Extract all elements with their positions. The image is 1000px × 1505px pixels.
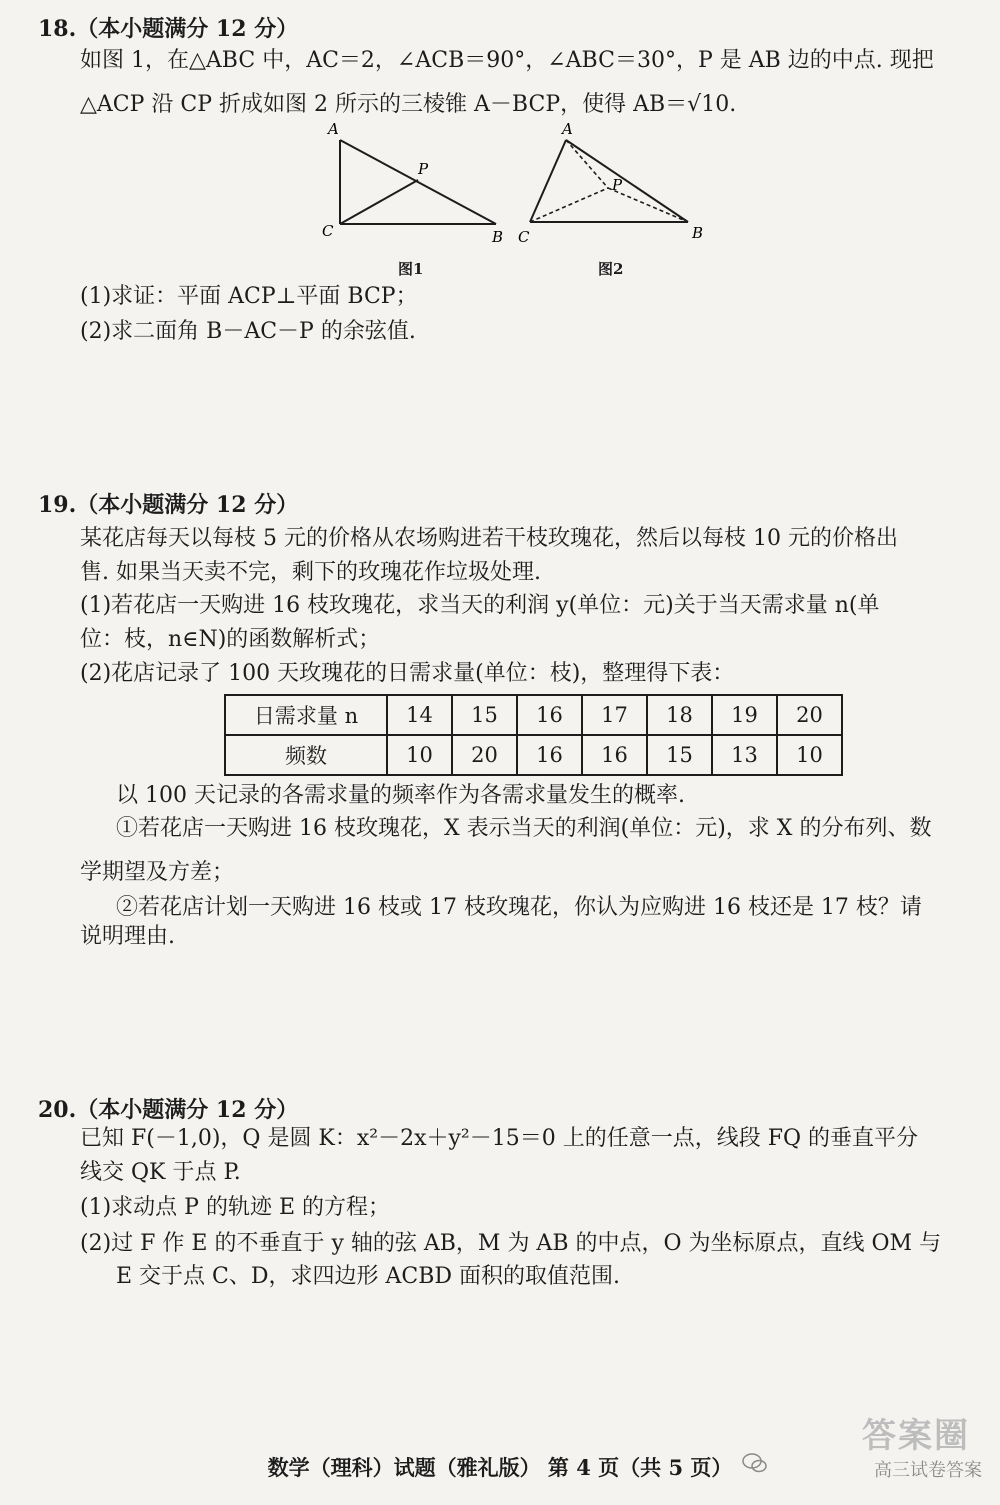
q19-subpart1-line1: ①若花店一天购进 16 枝玫瑰花，X 表示当天的利润(单位：元)，求 X 的分布列、数 <box>116 816 932 841</box>
table-cell: 15 <box>452 695 517 735</box>
figure-1-caption: 图1 <box>398 260 424 278</box>
table-cell: 18 <box>647 695 712 735</box>
q19-subpart2-line2: 说明理由. <box>80 924 175 949</box>
table-cell: 17 <box>582 695 647 735</box>
fig2-label-c: C <box>518 228 530 246</box>
figure-2-caption: 图2 <box>598 260 624 278</box>
q19-text-line2: 售. 如果当天卖不完，剩下的玫瑰花作垃圾处理. <box>80 560 541 585</box>
q18-part1: (1)求证：平面 ACP⊥平面 BCP； <box>80 284 418 309</box>
q19-probability-note: 以 100 天记录的各需求量的频率作为各需求量发生的概率. <box>116 783 685 808</box>
q20-text-line1: 已知 F(－1,0)，Q 是圆 K：x²－2x＋y²－15＝0 上的任意一点，线段 FQ 的垂直平分 <box>80 1126 919 1151</box>
table-cell: 14 <box>387 695 452 735</box>
q19-part1-line2: 位：枝，n∈N)的函数解析式； <box>80 627 381 652</box>
fig2-label-b: B <box>692 224 704 242</box>
q20-part1: (1)求动点 P 的轨迹 E 的方程； <box>80 1195 390 1220</box>
watermark-text: 高三试卷答案 <box>874 1460 982 1481</box>
fig1-label-b: B <box>492 228 504 246</box>
q20-heading: 20.（本小题满分 12 分） <box>38 1097 299 1123</box>
table-cell: 10 <box>777 735 842 775</box>
q19-heading: 19.（本小题满分 12 分） <box>38 492 299 518</box>
table-cell: 20 <box>452 735 517 775</box>
fig2-label-p: P <box>612 176 623 194</box>
demand-frequency-table <box>224 694 843 776</box>
table-cell: 20 <box>777 695 842 735</box>
table-cell: 19 <box>712 695 777 735</box>
q18-heading: 18.（本小题满分 12 分） <box>38 16 299 42</box>
q18-text-line2: △ACP 沿 CP 折成如图 2 所示的三棱锥 A－BCP，使得 AB＝√10. <box>80 92 737 117</box>
table-row-header-demand: 日需求量 n <box>225 695 387 735</box>
table-row <box>225 735 842 775</box>
fig1-label-p: P <box>418 160 429 178</box>
page-footer: 数学（理科）试题（雅礼版） 第 4 页（共 5 页） <box>267 1455 733 1480</box>
q20-part2-line2: E 交于点 C、D，求四边形 ACBD 面积的取值范围. <box>116 1264 621 1289</box>
site-logo: 答案圈 <box>862 1416 970 1456</box>
table-cell: 16 <box>517 735 582 775</box>
table-cell: 16 <box>582 735 647 775</box>
q18-part2: (2)求二面角 B－AC－P 的余弦值. <box>80 319 416 344</box>
q18-text-line1: 如图 1，在△ABC 中，AC＝2，∠ACB＝90°，∠ABC＝30°，P 是 AB 边的中点. 现把 <box>80 48 934 73</box>
q20-text-line2: 线交 QK 于点 P. <box>80 1160 241 1185</box>
figure-2-pyramid <box>512 118 712 248</box>
figure-1-triangle <box>318 118 518 248</box>
q20-part2-line1: (2)过 F 作 E 的不垂直于 y 轴的弦 AB，M 为 AB 的中点，O 为坐标原点，直线 OM 与 <box>80 1231 942 1256</box>
fig2-label-a: A <box>562 120 573 138</box>
table-cell: 16 <box>517 695 582 735</box>
q19-subpart2-line1: ②若花店计划一天购进 16 枝或 17 枝玫瑰花，你认为应购进 16 枝还是 17 枝？请 <box>116 895 922 920</box>
q19-part2-intro: (2)花店记录了 100 天玫瑰花的日需求量(单位：枝)，整理得下表： <box>80 661 735 686</box>
table-cell: 13 <box>712 735 777 775</box>
table-row-header-frequency: 频数 <box>225 735 387 775</box>
q19-part1-line1: (1)若花店一天购进 16 枝玫瑰花，求当天的利润 y(单位：元)关于当天需求量 n(单 <box>80 593 880 618</box>
wechat-icon <box>742 1452 768 1474</box>
fig1-label-a: A <box>328 120 339 138</box>
table-cell: 15 <box>647 735 712 775</box>
fig1-label-c: C <box>322 222 334 240</box>
table-cell: 10 <box>387 735 452 775</box>
q19-subpart1-line2: 学期望及方差； <box>80 860 235 885</box>
q19-text-line1: 某花店每天以每枝 5 元的价格从农场购进若干枝玫瑰花，然后以每枝 10 元的价格出 <box>80 526 898 551</box>
table-row <box>225 695 842 735</box>
